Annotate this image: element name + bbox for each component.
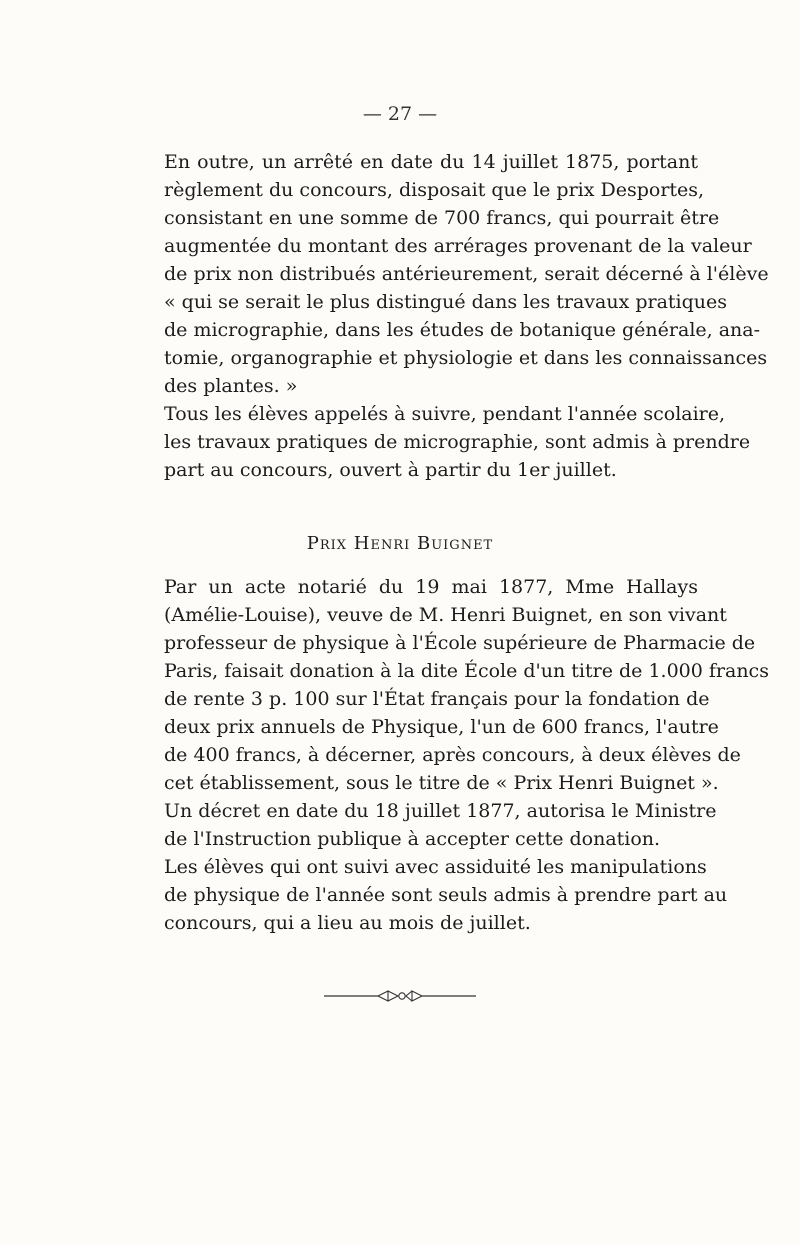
text-line: Tous les élèves appelés à suivre, pendant l'année scolaire, [164,403,726,425]
text-line: concours, qui a lieu au mois de juillet. [164,912,531,934]
ornament-icon [320,986,480,1006]
text-line: de prix non distribués antérieurement, serait décerné à l'élève [164,263,769,285]
text-line: professeur de physique à l'École supérieure de Pharmacie de [164,632,756,654]
text-line: (Amélie-Louise), veuve de M. Henri Buignet, en son vivant [164,604,727,626]
text-line: consistant en une somme de 700 francs, qui pourrait être [164,207,720,229]
page-number: — 27 — [362,103,438,125]
text-line: de l'Instruction publique à accepter cette donation. [164,828,661,850]
section-desportes [164,148,769,484]
text-line: Par un acte notarié du 19 mai 1877, Mme Hallays [164,576,698,598]
text-line: En outre, un arrêté en date du 14 juillet 1875, portant [164,151,698,173]
text-line: augmentée du montant des arrérages provenant de la valeur [164,235,752,257]
ornament-divider [0,986,800,1010]
text-line: cet établissement, sous le titre de « Prix Henri Buignet ». [164,772,719,794]
text-line: de 400 francs, à décerner, après concours, à deux élèves de [164,744,741,766]
text-line: des plantes. » [164,375,298,397]
text-line: Les élèves qui ont suivi avec assiduité les manipulations [164,856,707,878]
section-buignet [164,573,769,937]
text-line: de physique de l'année sont seuls admis à prendre part au [164,884,728,906]
text-line: Un décret en date du 18 juillet 1877, autorisa le Ministre [164,800,717,822]
text-line: règlement du concours, disposait que le prix Desportes, [164,179,705,201]
text-line: deux prix annuels de Physique, l'un de 600 francs, l'autre [164,716,719,738]
text-line: de rente 3 p. 100 sur l'État français pour la fondation de [164,688,710,710]
text-line: part au concours, ouvert à partir du 1er juillet. [164,459,617,481]
text-line: tomie, organographie et physiologie et dans les connaissances [164,347,768,369]
section-heading: Prix Henri Buignet [306,533,494,554]
text-line: de micrographie, dans les études de botanique générale, ana- [164,319,761,341]
text-line: « qui se serait le plus distingué dans les travaux pratiques [164,291,728,313]
text-line: les travaux pratiques de micrographie, sont admis à prendre [164,431,751,453]
text-line: Paris, faisait donation à la dite École d'un titre de 1.000 francs [164,660,769,682]
